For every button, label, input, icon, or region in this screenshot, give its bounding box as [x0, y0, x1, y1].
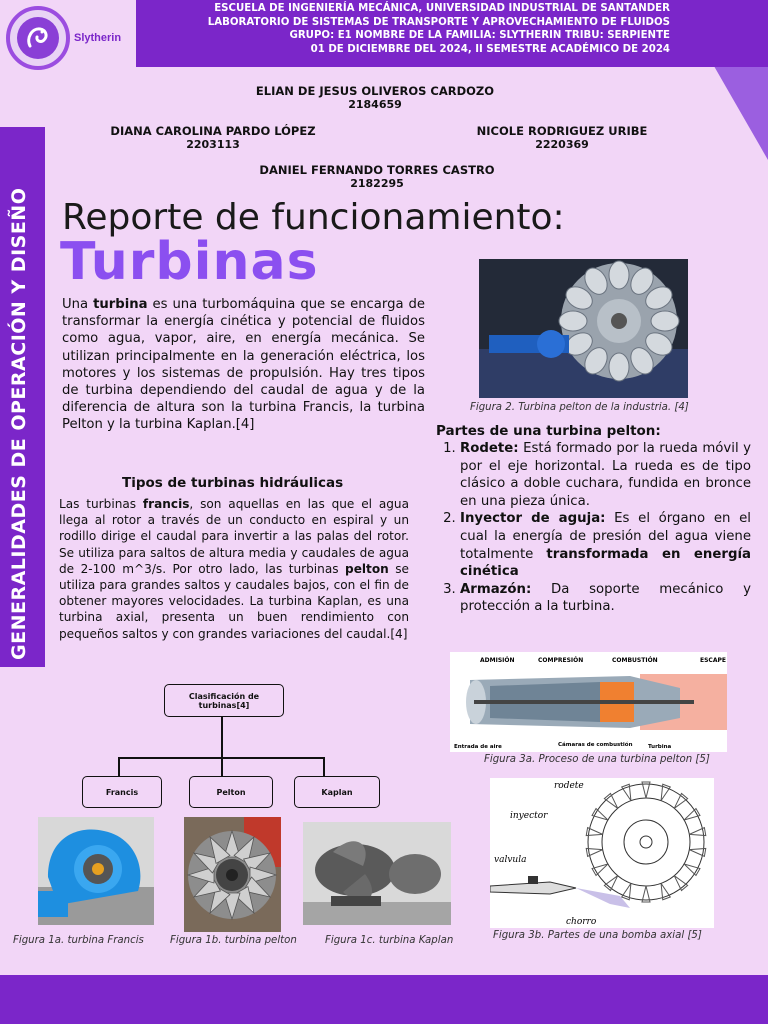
serpent-icon [16, 16, 60, 60]
fig3a-label: COMBUSTIÓN [612, 657, 658, 664]
figure-1b-pelton-image [184, 817, 281, 932]
intro-rest: es una turbomáquina que se encarga de transformar la energía cinética y potencial de fluidos como agua, vapor, aire, en energía mecánica. Se utilizan principalmente en la generación eléctrica, los motores y los sistemas de propulsión. Hay tres tipos de turbina dependiendo del caudal de agua y de la diferencia de altura son la turbina Francis, la turbina Pelton y la turbina Kaplan.[4] [62, 297, 425, 433]
author-code: 2203113 [186, 138, 240, 151]
diagram-child-label: Francis [105, 787, 139, 797]
page-title-line2: Turbinas [60, 232, 319, 292]
logo-text: Slytherin [74, 32, 122, 44]
fig3b-label: chorro [566, 917, 597, 927]
types-paragraph [59, 496, 409, 642]
author-code: 2220369 [535, 138, 589, 151]
author-block [462, 124, 662, 152]
figure-3b-caption: Figura 3b. Partes de una bomba axial [5] [493, 930, 702, 941]
list-item [460, 440, 751, 510]
figure-3a-process-image [450, 652, 727, 752]
fig3b-label: inyector [510, 811, 548, 821]
list-item [460, 581, 751, 616]
author-block [245, 163, 509, 191]
header-line: ESCUELA DE INGENIERÍA MECÁNICA, UNIVERSIDAD INDUSTRIAL DE SANTANDER [214, 3, 670, 14]
author-name: DANIEL FERNANDO TORRES CASTRO [259, 163, 495, 177]
intro-prefix: Una [62, 297, 94, 312]
types-heading: Tipos de turbinas hidráulicas [122, 475, 344, 491]
figure-2-caption: Figura 2. Turbina pelton de la industria. [4] [470, 402, 689, 413]
figure-3a-caption: Figura 3a. Proceso de una turbina pelton [5] [484, 754, 710, 765]
fig3a-label: Turbina [648, 744, 672, 750]
part-label: Inyector de aguja: [460, 511, 606, 527]
diagram-child-box [189, 776, 273, 808]
diagram-child-box [294, 776, 380, 808]
diagram-root-label: Clasificación de turbinas[4] [188, 691, 260, 710]
header-band [136, 0, 676, 67]
types-text: Las turbinas [59, 497, 143, 511]
part-text: Da soporte mecánico y protección a la turbina. [460, 581, 751, 615]
figure-1a-caption: Figura 1a. turbina Francis [13, 935, 144, 946]
header-line: GRUPO: E1 NOMBRE DE LA FAMILIA: SLYTHERIN TRIBU: SERPIENTE [289, 30, 670, 41]
figure-1b-caption: Figura 1b. turbina pelton [170, 935, 297, 946]
diagram-connector [118, 757, 120, 777]
fig3a-label: ADMISIÓN [480, 657, 515, 664]
header-line: 01 DE DICIEMBRE DEL 2024, II SEMESTRE ACADÉMICO DE 2024 [310, 43, 670, 55]
diagram-connector [323, 757, 325, 777]
page-title-line1: Reporte de funcionamiento: [62, 197, 565, 238]
figure-1c-caption: Figura 1c. turbina Kaplan [325, 935, 454, 946]
author-block [250, 84, 500, 112]
fig3a-label: Cámaras de combustión [558, 742, 633, 748]
diagram-root-box [164, 684, 284, 717]
part-label: Armazón: [460, 581, 532, 597]
types-text: , son aquellas en las que el agua llega al rotor a través de un conducto en espiral y un rodillo dirige el caudal para invertir a las palas del rotor. Se utiliza para saltos de altura media y caudales de agua de 2-100 m^3/s. Por otro lado, las turbinas [59, 497, 409, 576]
header-line: LABORATORIO DE SISTEMAS DE TRANSPORTE Y APROVECHAMIENTO DE FLUIDOS [207, 16, 670, 28]
part-text: Está formado por la rueda móvil y por el eje horizontal. La rueda es de tipo clásico a doble cuchara, fundida en bronce en una pieza única. [460, 441, 751, 509]
types-bold: pelton [345, 561, 389, 576]
figure-1a-francis-image [38, 817, 154, 925]
diagram-child-label: Kaplan [321, 787, 353, 797]
part-bold: transformada en energía cinética [460, 546, 751, 580]
intro-bold: turbina [93, 297, 148, 312]
diagram-child-label: Pelton [216, 787, 246, 797]
logo [6, 6, 121, 70]
part-text: Es el órgano en el cual la energía de presión del agua viene totalmente [460, 511, 751, 562]
side-title: GENERALIDADES DE OPERACIÓN Y DISEÑO [8, 187, 30, 660]
diagram-child-box [82, 776, 162, 808]
author-code: 2182295 [350, 177, 404, 190]
footer-band [0, 975, 768, 1024]
figure-3b-parts-image [490, 778, 714, 928]
types-text: se utiliza para grandes saltos y caudales bajos, con el fin de obtener mayores velocidades. La turbina Kaplan, es una turbina axial, presenta un buen rendimiento con pequeños saltos y con grandes variaciones del caudal.[4] [59, 561, 409, 641]
author-name: NICOLE RODRIGUEZ URIBE [476, 124, 648, 138]
figure-2-pelton-industry-image [479, 259, 688, 398]
parts-list [446, 440, 751, 616]
fig3a-label: COMPRESIÓN [538, 657, 584, 664]
author-block [100, 124, 326, 152]
figure-1c-kaplan-image [303, 822, 451, 925]
fig3a-label: ESCAPE [700, 657, 726, 664]
fig3b-label: valvula [494, 855, 527, 865]
intro-paragraph [62, 296, 425, 434]
fig3a-label: Entrada de aire [454, 744, 502, 750]
parts-heading: Partes de una turbina pelton: [436, 423, 661, 439]
corner-band [676, 0, 768, 67]
author-code: 2184659 [348, 98, 402, 111]
types-bold: francis [142, 497, 190, 511]
list-item [460, 510, 751, 580]
diagram-connector [221, 757, 223, 777]
logo-circle [6, 6, 70, 70]
author-name: ELIAN DE JESUS OLIVEROS CARDOZO [255, 84, 495, 98]
diagram-connector [221, 717, 223, 758]
fig3b-label: rodete [554, 781, 584, 791]
part-label: Rodete: [460, 441, 519, 456]
author-name: DIANA CAROLINA PARDO LÓPEZ [110, 124, 316, 138]
